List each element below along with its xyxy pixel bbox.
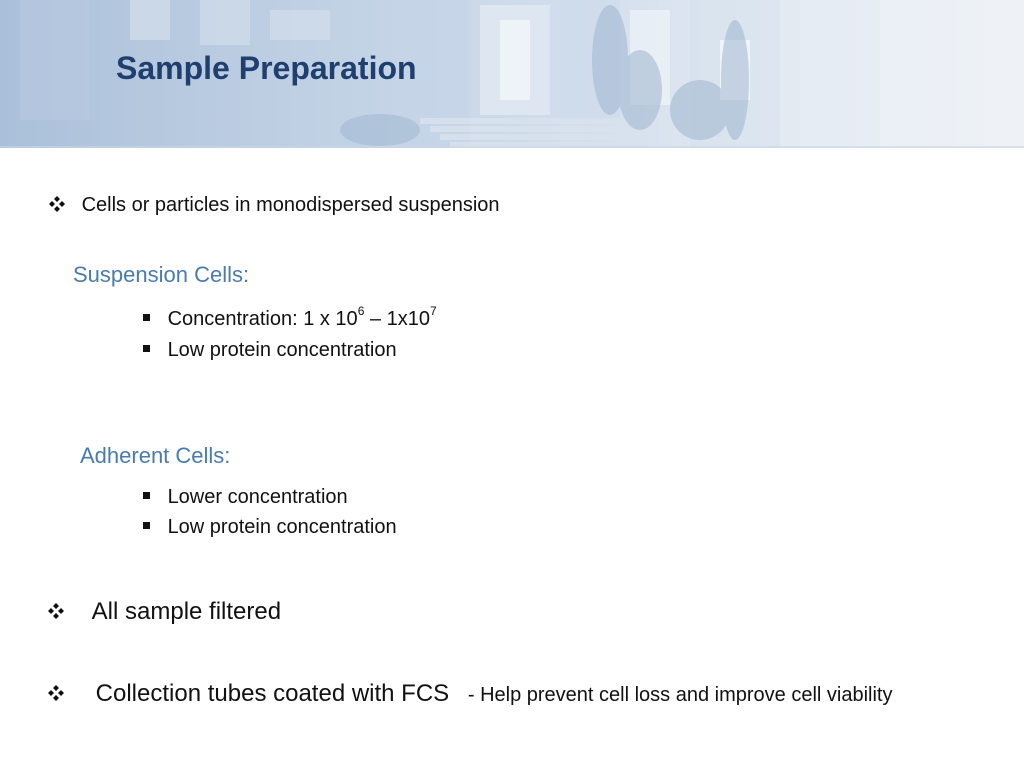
bullet-collection-tubes (47, 680, 892, 709)
concentration-exponent-1: 6 (357, 304, 365, 319)
collection-note-text: - Help prevent cell loss and improve cell viability (467, 684, 893, 706)
square-bullet-icon (143, 492, 150, 499)
four-diamond-bullet-icon (48, 195, 66, 213)
suspension-item-low-protein (143, 338, 397, 362)
concentration-text (167, 304, 437, 331)
four-diamond-bullet-icon (47, 684, 65, 702)
bullet-text: Low protein concentration (167, 516, 397, 538)
square-bullet-icon (143, 522, 150, 529)
header-banner (0, 0, 1024, 148)
adherent-item-lower-concentration (143, 485, 348, 509)
suspension-item-concentration (143, 304, 437, 331)
bullet-monodispersed (48, 193, 500, 217)
adherent-item-low-protein (143, 515, 397, 539)
slide-title: Sample Preparation (116, 50, 417, 86)
suspension-cells-heading: Suspension Cells: (73, 262, 250, 287)
square-bullet-icon (143, 314, 150, 321)
four-diamond-bullet-icon (47, 602, 65, 620)
bullet-text: Cells or particles in monodispersed suspension (81, 194, 500, 216)
bullet-text: Lower concentration (167, 486, 348, 508)
bullet-filtered (47, 598, 281, 626)
square-bullet-icon (143, 345, 150, 352)
collection-main-text: Collection tubes coated with FCS (95, 680, 450, 707)
concentration-exponent-2: 7 (429, 304, 437, 319)
bullet-text: All sample filtered (91, 598, 282, 625)
concentration-mid: – 1x10 (364, 308, 430, 330)
concentration-prefix: Concentration: 1 x 10 (167, 308, 358, 330)
bullet-text: Low protein concentration (167, 339, 397, 361)
adherent-cells-heading: Adherent Cells: (80, 443, 231, 468)
